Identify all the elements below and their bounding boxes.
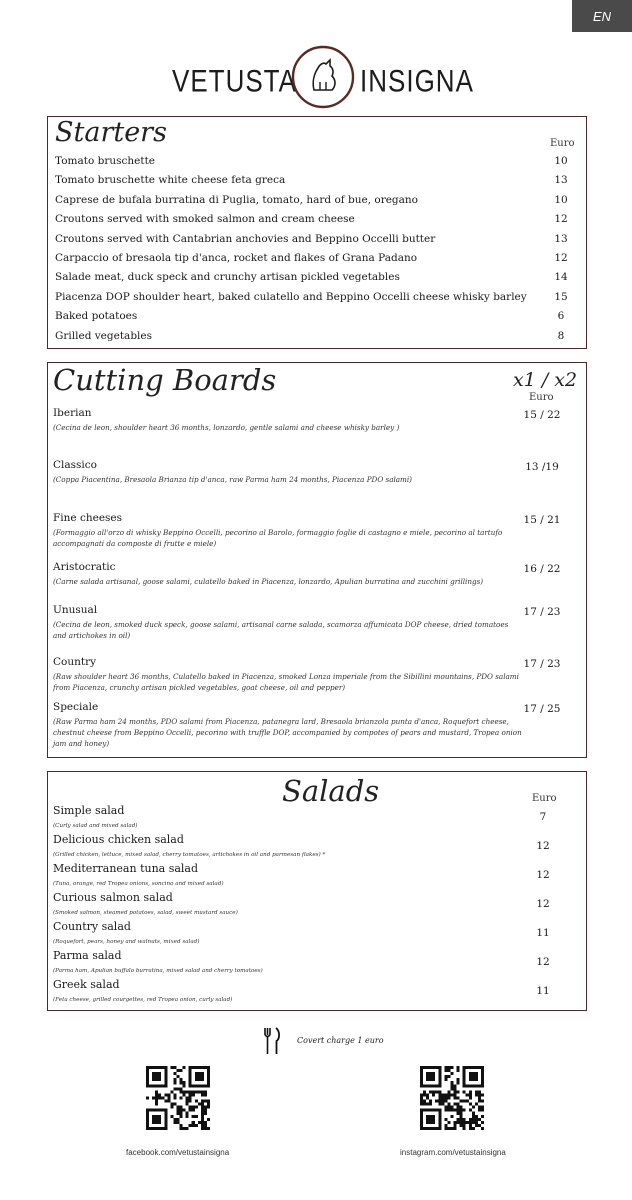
salad-item-price: 11 bbox=[536, 985, 550, 997]
starter-item-price: 6 bbox=[557, 310, 565, 323]
starter-item-price: 15 bbox=[554, 290, 568, 303]
starter-item-price: 10 bbox=[554, 193, 568, 206]
starter-item-price: 13 bbox=[554, 174, 568, 187]
instagram-link[interactable]: instagram.com/vetustainsigna bbox=[400, 1148, 506, 1157]
board-item-name: Aristocratic bbox=[53, 561, 116, 573]
salad-item-description: (Tuna, orange, red Tropea onions, soncino and mixed salad) bbox=[53, 881, 224, 887]
board-item-description: (Raw shoulder heart 36 months, Culatello baked in Piacenza, smoked Lonza imperiale from the Sibillini mountains, PDO salami from Piacenza, crunchy artisan pickled vegetables, goat cheese, oil and pepper) bbox=[53, 672, 519, 692]
starter-item-name: Carpaccio of bresaola tip d'anca, rocket and flakes of Grana Padano bbox=[55, 252, 418, 264]
instagram-qr-code[interactable] bbox=[420, 1066, 484, 1130]
board-item-price: 15 / 22 bbox=[523, 409, 561, 421]
salad-item-description: (Smoked salmon, steamed potatoes, salad, sweet mustard sauce) bbox=[53, 910, 238, 916]
board-item-description: (Carne salada artisanal, goose salami, culatello baked in Piacenza, lonzardo, Apulian burratina and zucchini grillings) bbox=[53, 577, 484, 586]
starter-item-price: 12 bbox=[554, 252, 568, 264]
size-header: x1 / x2 bbox=[513, 369, 578, 391]
section-title: Cutting Boards bbox=[53, 363, 277, 397]
language-tab[interactable]: EN bbox=[572, 0, 632, 32]
board-item-description: (Coppa Piacentina, Bresaola Brianza tip d'anca, raw Parma ham 24 months, Piacenza PDO salami) bbox=[53, 475, 412, 484]
salad-item-name: Curious salmon salad bbox=[53, 891, 173, 904]
board-item-name: Country bbox=[53, 656, 97, 668]
starter-item-price: 8 bbox=[557, 329, 565, 342]
salads-section bbox=[47, 771, 587, 1011]
board-item-description: (Cecina de leon, smoked duck speck, goose salami, artisanal carne salada, scamorza affumicata DOP cheese, dried tomatoes and artichokes in oil) bbox=[53, 620, 509, 640]
starter-item-name: Baked potatoes bbox=[55, 310, 138, 323]
board-item-description: (Raw Parma ham 24 months, PDO salami from Piacenza, patanegra lard, Bresaola brianzola punta d'anca, Roquefort cheese, chestnut cheese from Beppino Occelli, pecorino with truffle DOP, accompanied by compotes of pears and mustard, Tropea onion jam and honey) bbox=[53, 717, 522, 748]
salad-item-description: (Curly salad and mixed salad) bbox=[53, 823, 138, 829]
starter-item-price: 13 bbox=[554, 232, 568, 245]
section-title: Starters bbox=[55, 117, 167, 148]
salad-item-price: 12 bbox=[536, 869, 550, 881]
currency-header: Euro bbox=[550, 138, 575, 149]
board-item-price: 15 / 21 bbox=[523, 514, 561, 526]
currency-header: Euro bbox=[532, 793, 557, 804]
salad-item-description: (Feta cheese, grilled courgettes, red Tropea onion, curly salad) bbox=[53, 997, 233, 1003]
salad-item-name: Greek salad bbox=[53, 978, 120, 991]
board-item-price: 13 /19 bbox=[525, 461, 559, 473]
salad-item-name: Delicious chicken salad bbox=[53, 833, 184, 846]
covert-charge-note: Covert charge 1 euro bbox=[297, 1036, 384, 1045]
starter-item-name: Piacenza DOP shoulder heart, baked culatello and Beppino Occelli cheese whisky barley bbox=[55, 290, 527, 303]
facebook-link[interactable]: facebook.com/vetustainsigna bbox=[126, 1148, 230, 1157]
salad-item-name: Country salad bbox=[53, 920, 131, 933]
board-item-name: Unusual bbox=[53, 604, 98, 616]
board-item-description: (Cecina de leon, shoulder heart 36 months, lonzardo, gentle salami and cheese whisky barley ) bbox=[53, 423, 400, 432]
board-item-price: 17 / 23 bbox=[523, 606, 561, 618]
board-item-price: 16 / 22 bbox=[523, 563, 561, 575]
salad-item-name: Parma salad bbox=[53, 949, 122, 962]
starter-item-name: Grilled vegetables bbox=[55, 329, 152, 342]
board-item-name: Fine cheeses bbox=[53, 512, 123, 524]
board-item-name: Classico bbox=[53, 459, 97, 471]
starter-item-price: 12 bbox=[554, 213, 568, 226]
starters-section bbox=[47, 116, 587, 349]
salad-item-price: 11 bbox=[536, 927, 550, 939]
facebook-qr-code[interactable] bbox=[146, 1066, 210, 1130]
cutlery-icon bbox=[262, 1027, 282, 1055]
brand-logo bbox=[0, 44, 632, 110]
starter-item-name: Tomato bruschette bbox=[55, 155, 156, 167]
board-item-price: 17 / 25 bbox=[523, 703, 561, 715]
cutting-boards-section bbox=[47, 362, 587, 758]
salad-item-price: 12 bbox=[536, 840, 550, 852]
starter-item-name: Croutons served with Cantabrian anchovies and Beppino Occelli butter bbox=[55, 232, 436, 245]
starter-item-name: Croutons served with smoked salmon and cream cheese bbox=[55, 213, 355, 226]
board-item-description: (Formaggio all'orzo di whisky Beppino Occelli, pecorino al Barolo, formaggio foglie di castagno e miele, pecorino al tartufo accompagnati da composte di frutte e miele) bbox=[53, 528, 503, 548]
salad-item-name: Simple salad bbox=[53, 804, 125, 817]
dog-emblem-icon bbox=[290, 44, 356, 110]
salad-item-price: 12 bbox=[536, 898, 550, 910]
starter-item-name: Salade meat, duck speck and crunchy artisan pickled vegetables bbox=[55, 271, 400, 284]
brand-name-left: VETUSTA bbox=[172, 62, 297, 99]
currency-header: Euro bbox=[529, 392, 554, 403]
section-title: Salads bbox=[282, 774, 380, 808]
salad-item-price: 12 bbox=[536, 956, 550, 968]
board-item-name: Speciale bbox=[53, 701, 99, 713]
salad-item-description: (Parma ham, Apulian buffalo burratina, mixed salad and cherry tomatoes) bbox=[53, 968, 263, 974]
starter-item-name: Caprese de bufala burratina di Puglia, tomato, hard of bue, oregano bbox=[55, 193, 418, 206]
brand-name-right: INSIGNA bbox=[360, 62, 474, 99]
starter-item-price: 10 bbox=[554, 155, 568, 167]
salad-item-price: 7 bbox=[539, 811, 547, 823]
starter-item-price: 14 bbox=[554, 271, 568, 284]
salad-item-description: (Roquefort, pears, honey and walnuts, mixed salad) bbox=[53, 939, 200, 945]
salad-item-name: Mediterranean tuna salad bbox=[53, 862, 199, 875]
board-item-name: Iberian bbox=[53, 407, 92, 419]
starter-item-name: Tomato bruschette white cheese feta greca bbox=[55, 174, 286, 187]
salad-item-description: (Grilled chicken, lettuce, mixed salad, cherry tomatoes, artichokes in oil and parmesan flakes) * bbox=[53, 852, 326, 858]
board-item-price: 17 / 23 bbox=[523, 658, 561, 670]
